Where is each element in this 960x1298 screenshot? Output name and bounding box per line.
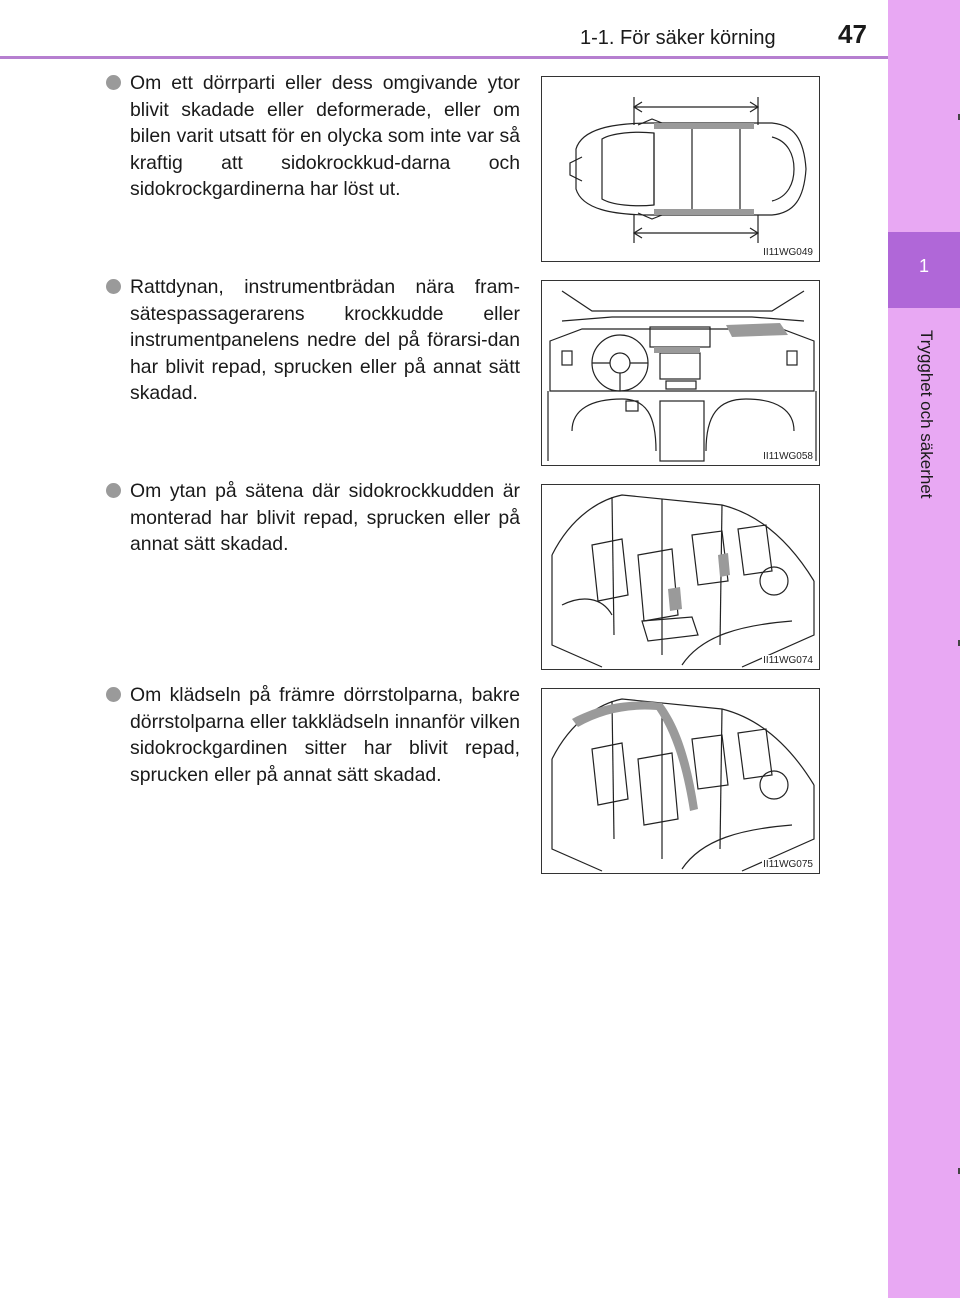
chapter-label: Trygghet och säkerhet (917, 330, 936, 499)
section-title: 1-1. För säker körning (580, 27, 776, 49)
bullet-icon (106, 279, 121, 294)
figure-dashboard (541, 280, 820, 466)
item-text: Rattdynan, instrumentbrädan nära fram-sätespassagerarens krockkudde eller instrumentpanelens nedre del på förarsi-dan har blivit repad, sprucken eller på annat sätt skadad. (130, 276, 520, 404)
list-item (130, 682, 520, 788)
header-rule (0, 56, 888, 59)
list-item (130, 478, 520, 558)
car-top-view-icon (542, 77, 820, 262)
item-text: Om klädseln på främre dörrstolparna, bakre dörrstolparna eller takklädseln innanför vilken sidokrockgardinen sitter har blivit repad, sprucken eller på annat sätt skadad. (130, 684, 520, 786)
bullet-icon (106, 483, 121, 498)
figure-code: II11WG075 (763, 859, 813, 870)
bullet-icon (106, 75, 121, 90)
roof-pillar-cutaway-icon (542, 689, 820, 874)
seat-cutaway-icon (542, 485, 820, 670)
figure-roof-pillars (541, 688, 820, 874)
figure-code: II11WG074 (763, 655, 813, 666)
side-strip (888, 0, 960, 1298)
page-number: 47 (838, 19, 867, 49)
figure-code: II11WG058 (763, 451, 813, 462)
item-text: Om ett dörrparti eller dess omgivande ytor blivit skadade eller deformerade, eller om bilen varit utsatt för en olycka som inte var så kraftig att sidokrockkud-darna och sidokrockgardinerna har löst ut. (130, 72, 520, 200)
dashboard-interior-icon (542, 281, 820, 466)
figure-code: II11WG049 (763, 247, 813, 258)
figure-car-top-view (541, 76, 820, 262)
chapter-number: 1 (918, 256, 929, 276)
list-item (130, 274, 520, 407)
bullet-icon (106, 687, 121, 702)
chapter-tab[interactable] (888, 232, 960, 308)
figure-seats (541, 484, 820, 670)
item-text: Om ytan på sätena där sidokrockkudden är monterad har blivit repad, sprucken eller på annat sätt skadad. (130, 480, 520, 555)
list-item (130, 70, 520, 203)
